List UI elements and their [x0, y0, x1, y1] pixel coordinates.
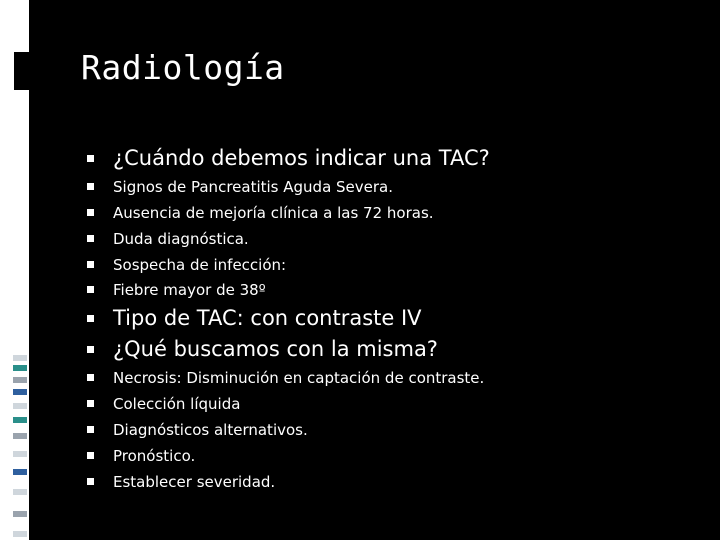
bullet-text: Sospecha de infección:	[113, 256, 287, 274]
bullet-text: Tipo de TAC: con contraste IV	[113, 306, 422, 330]
bullet-square-icon	[87, 452, 94, 459]
bullet-text: Duda diagnóstica.	[113, 230, 249, 248]
accent-stripe	[13, 469, 27, 475]
accent-stripe	[13, 355, 27, 361]
accent-stripe	[13, 531, 27, 537]
bullet-square-icon	[87, 261, 94, 268]
bullet-square-icon	[87, 235, 94, 242]
bullet-text: ¿Cuándo debemos indicar una TAC?	[113, 146, 490, 170]
bullet-text: Necrosis: Disminución en captación de contraste.	[113, 369, 485, 387]
title-accent-bar	[14, 52, 29, 90]
accent-stripe	[13, 403, 27, 409]
bullet-square-icon	[87, 155, 94, 162]
bullet-text: Colección líquida	[113, 395, 241, 413]
bullet-square-icon	[87, 209, 94, 216]
bullet-square-icon	[87, 374, 94, 381]
bullet-text: Fiebre mayor de 38º	[113, 281, 266, 299]
bullet-square-icon	[87, 315, 94, 322]
bullet-square-icon	[87, 478, 94, 485]
bullet-text: Establecer severidad.	[113, 473, 276, 491]
accent-stripe	[13, 433, 27, 439]
bullet-text: Pronóstico.	[113, 447, 196, 465]
accent-stripe	[13, 451, 27, 457]
bullet-square-icon	[87, 346, 94, 353]
accent-stripe	[13, 489, 27, 495]
side-accent-stripes	[13, 355, 27, 540]
bullet-text: Ausencia de mejoría clínica a las 72 horas.	[113, 204, 434, 222]
accent-stripe	[13, 389, 27, 395]
accent-stripe	[13, 365, 27, 371]
bullet-text: ¿Qué buscamos con la misma?	[113, 337, 438, 361]
bullet-square-icon	[87, 426, 94, 433]
bullet-square-icon	[87, 400, 94, 407]
bullet-text: Signos de Pancreatitis Aguda Severa.	[113, 178, 394, 196]
slide-title: Radiología	[81, 48, 285, 87]
bullet-square-icon	[87, 286, 94, 293]
bullet-text: Diagnósticos alternativos.	[113, 421, 308, 439]
accent-stripe	[13, 511, 27, 517]
bullet-square-icon	[87, 183, 94, 190]
accent-stripe	[13, 377, 27, 383]
accent-stripe	[13, 417, 27, 423]
